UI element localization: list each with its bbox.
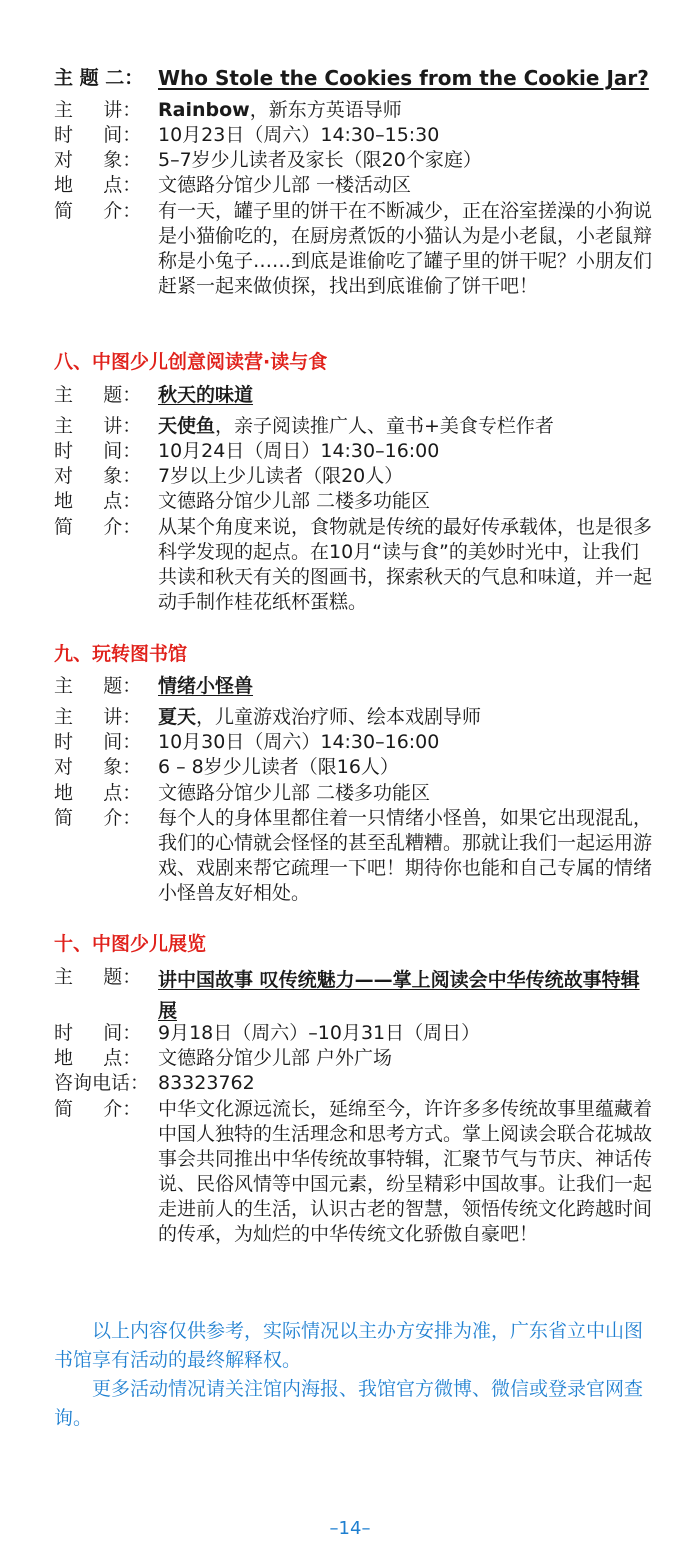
intro-label: 简 介： (54, 516, 142, 538)
sec9-heading: 九、玩转图书馆 (54, 643, 188, 665)
place-value: 文德路分馆少儿部 二楼多功能区 (158, 782, 431, 804)
speaker-desc: ，亲子阅读推广人、童书+美食专栏作者 (215, 415, 554, 437)
speaker-desc: ，新东方英语导师 (249, 99, 402, 121)
place-value: 文德路分馆少儿部 户外广场 (158, 1047, 393, 1069)
place-label: 地 点： (54, 782, 142, 804)
place-value: 文德路分馆少儿部 二楼多功能区 (158, 490, 431, 512)
audience-label: 对 象： (54, 465, 142, 487)
disclaimer-notice (54, 1317, 650, 1433)
place-label: 地 点： (54, 490, 142, 512)
place-label: 地 点： (54, 1047, 142, 1069)
intro-label: 简 介： (54, 200, 142, 222)
audience-value: 5–7岁少儿读者及家长（限20个家庭） (158, 149, 482, 171)
sec8-heading: 八、中图少儿创意阅读营·读与食 (54, 351, 328, 373)
time-value: 10月23日（周六）14:30–15:30 (158, 124, 440, 146)
speaker-name: 天使鱼 (158, 415, 216, 437)
notice-paragraph-2: 更多活动情况请关注馆内海报、我馆官方微博、微信或登录官网查询。 (54, 1378, 644, 1429)
speaker-desc: ，儿童游戏治疗师、绘本戏剧导师 (196, 706, 482, 728)
page-number: –14– (329, 1518, 371, 1539)
notice-paragraph-1: 以上内容仅供参考，实际情况以主办方安排为准，广东省立中山图书馆享有活动的最终解释权。 (54, 1320, 644, 1371)
time-value: 10月30日（周六）14:30–16:00 (158, 731, 440, 753)
topic-title: 讲中国故事 叹传统魅力——掌上阅读会中华传统故事特辑展 (158, 969, 640, 1022)
intro-label: 简 介： (54, 1098, 142, 1120)
audience-value: 7岁以上少儿读者（限20人） (158, 465, 404, 487)
topic-label: 主 题： (54, 966, 142, 988)
phone-label: 咨询电话： (54, 1072, 150, 1094)
time-value: 10月24日（周日）14:30–16:00 (158, 440, 440, 462)
topic-label: 主 题： (54, 675, 142, 697)
time-label: 时 间： (54, 1022, 142, 1044)
audience-value: 6 – 8岁少儿读者（限16人） (158, 756, 399, 778)
topic-title: 秋天的味道 (158, 384, 254, 406)
sec10-heading: 十、中图少儿展览 (54, 933, 207, 955)
time-label: 时 间： (54, 731, 142, 753)
place-label: 地 点： (54, 174, 142, 196)
intro-text: 从某个角度来说，食物就是传统的最好传承载体，也是很多科学发现的起点。在10月“读与食”的美妙时光中，让我们共读和秋天有关的图画书，探索秋天的气息和味道，并一起动手制作桂花纸杯蛋糕。 (158, 516, 653, 613)
time-label: 时 间： (54, 440, 142, 462)
speaker-label: 主 讲： (54, 99, 142, 121)
speaker-label: 主 讲： (54, 706, 142, 728)
time-label: 时 间： (54, 124, 142, 146)
audience-label: 对 象： (54, 756, 142, 778)
topic-title: 情绪小怪兽 (158, 675, 254, 697)
audience-label: 对 象： (54, 149, 142, 171)
topic-label: 主 题 二： (54, 67, 144, 89)
topic-title: Who Stole the Cookies from the Cookie Jar? (158, 66, 649, 90)
topic-label: 主 题： (54, 384, 142, 406)
speaker-name: Rainbow (158, 99, 250, 121)
speaker-label: 主 讲： (54, 415, 142, 437)
intro-text: 中华文化源远流长，延绵至今，许许多多传统故事里蕴藏着中国人独特的生活理念和思考方式。掌上阅读会联合花城故事会共同推出中华传统故事特辑，汇聚节气与节庆、神话传说、民俗风情等中国元素，纷呈精彩中国故事。让我们一起走进前人的生活，认识古老的智慧，领悟传统文化跨越时间的传承，为灿烂的中华传统文化骄傲自豪吧！ (158, 1098, 653, 1245)
phone-value: 83323762 (158, 1072, 255, 1094)
time-value: 9月18日（周六）–10月31日（周日） (158, 1022, 481, 1044)
intro-label: 简 介： (54, 807, 142, 829)
place-value: 文德路分馆少儿部 一楼活动区 (158, 174, 412, 196)
intro-text: 每个人的身体里都住着一只情绪小怪兽，如果它出现混乱，我们的心情就会怪怪的甚至乱糟糟。那就让我们一起运用游戏、戏剧来帮它疏理一下吧！期待你也能和自己专属的情绪小怪兽友好相处。 (158, 807, 653, 904)
speaker-name: 夏天 (158, 706, 197, 728)
intro-text: 有一天，罐子里的饼干在不断减少，正在浴室搓澡的小狗说是小猫偷吃的，在厨房煮饭的小猫认为是小老鼠，小老鼠辩称是小兔子……到底是谁偷吃了罐子里的饼干呢？小朋友们赶紧一起来做侦探，找出到底谁偷了饼干吧！ (158, 200, 653, 297)
